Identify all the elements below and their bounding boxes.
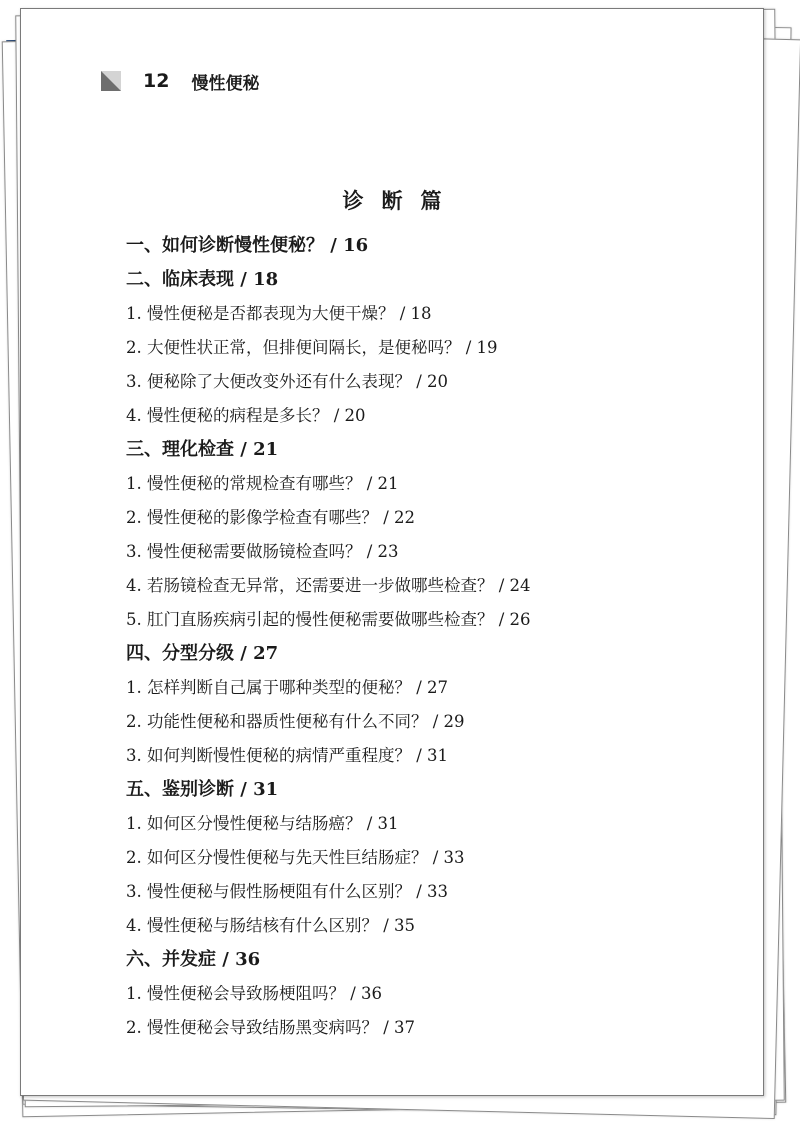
toc-chapter-heading: 四、分型分级 / 27 [126, 643, 279, 664]
toc-entry: 1. 慢性便秘的常规检查有哪些？ / 21 [126, 474, 399, 493]
toc-chapter-heading: 三、理化检查 / 21 [126, 439, 279, 460]
toc-entry: 1. 慢性便秘是否都表现为大便干燥？ / 18 [126, 304, 432, 323]
toc-entry: 1. 怎样判断自己属于哪种类型的便秘？ / 27 [126, 678, 449, 697]
page-number: 12 [143, 70, 170, 92]
toc-entry: 2. 如何区分慢性便秘与先天性巨结肠症？ / 33 [126, 848, 465, 867]
toc-entry: 3. 慢性便秘需要做肠镜检查吗？ / 23 [126, 542, 399, 561]
section-title: 诊断篇 [342, 188, 460, 213]
toc-entry: 2. 大便性状正常，但排便间隔长，是便秘吗？ / 19 [126, 338, 498, 357]
toc-entry: 1. 如何区分慢性便秘与结肠癌？ / 31 [126, 814, 399, 833]
toc-entry: 1. 慢性便秘会导致肠梗阻吗？ / 36 [126, 984, 383, 1003]
book-page [20, 8, 764, 1096]
toc-entry: 2. 功能性便秘和器质性便秘有什么不同？ / 29 [126, 712, 465, 731]
toc-entry: 4. 若肠镜检查无异常，还需要进一步做哪些检查？ / 24 [126, 576, 531, 595]
toc-entry: 4. 慢性便秘与肠结核有什么区别？ / 35 [126, 916, 416, 935]
toc-entry: 3. 如何判断慢性便秘的病情严重程度？ / 31 [126, 746, 449, 765]
book-title: 慢性便秘 [191, 73, 260, 94]
corner-triangle-icon [101, 71, 121, 91]
toc-entry: 3. 慢性便秘与假性肠梗阻有什么区别？ / 33 [126, 882, 449, 901]
toc-entry: 2. 慢性便秘会导致结肠黑变病吗？ / 37 [126, 1018, 416, 1037]
toc-chapter-heading: 五、鉴别诊断 / 31 [126, 779, 279, 800]
toc-entry: 5. 肛门直肠疾病引起的慢性便秘需要做哪些检查？ / 26 [126, 610, 531, 629]
running-head [101, 69, 259, 93]
table-of-contents [126, 229, 723, 1045]
toc-entry: 4. 慢性便秘的病程是多长？ / 20 [126, 406, 366, 425]
toc-chapter-heading: 一、如何诊断慢性便秘？ / 16 [126, 235, 369, 256]
toc-entry: 2. 慢性便秘的影像学检查有哪些？ / 22 [126, 508, 416, 527]
toc-entry: 3. 便秘除了大便改变外还有什么表现？ / 20 [126, 372, 449, 391]
toc-chapter-heading: 二、临床表现 / 18 [126, 269, 279, 290]
toc-chapter-heading: 六、并发症 / 36 [126, 949, 261, 970]
